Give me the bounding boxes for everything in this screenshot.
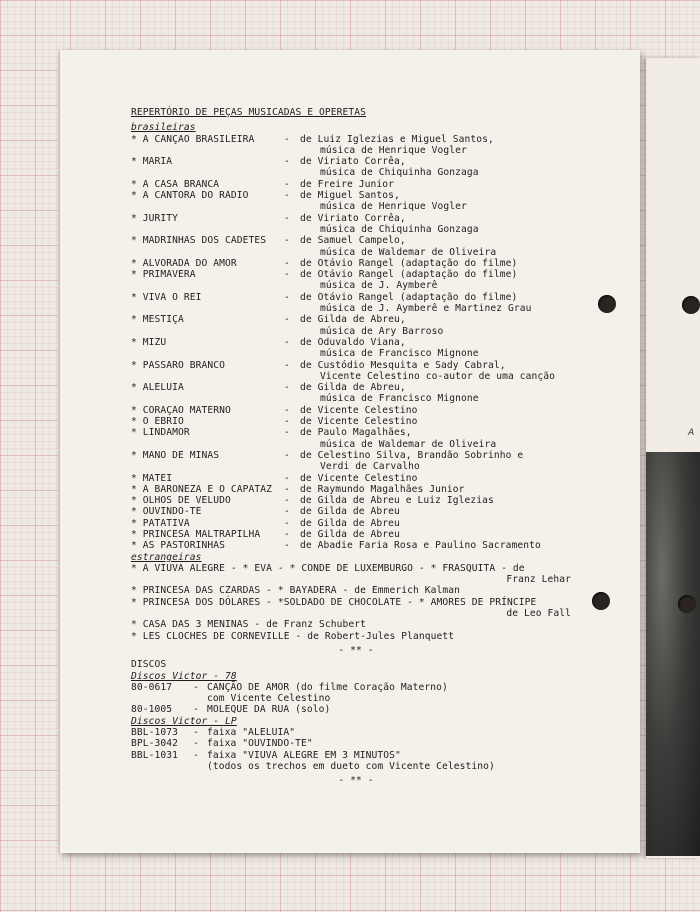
foreign-composer: de Leo Fall	[506, 608, 571, 620]
entry-dash: -	[284, 528, 290, 540]
entry-dash: -	[284, 269, 290, 281]
play-entry	[131, 213, 581, 224]
play-title: * AS PASTORINHAS	[131, 540, 226, 552]
play-credit: de Celestino Silva, Brandão Sobrinho e	[300, 449, 524, 461]
play-title: * JURITY	[131, 212, 179, 224]
play-credit-continuation: música de Waldemar de Oliveira	[320, 438, 497, 450]
entry-dash: -	[193, 681, 199, 693]
play-entry	[131, 360, 581, 371]
play-entry	[131, 450, 581, 461]
discos-victor-lp-heading: Discos Victor - LP	[131, 715, 237, 727]
discos-heading: DISCOS	[131, 659, 167, 671]
play-credit-continuation: música de Francisco Mignone	[320, 348, 479, 360]
play-credit: de Otávio Rangel (adaptação do filme)	[300, 257, 518, 269]
foreign-operetta-line: * CASA DAS 3 MENINAS - de Franz Schubert	[131, 619, 367, 631]
entry-dash: -	[284, 178, 290, 190]
section-heading-brasileiras: brasileiras	[131, 122, 196, 134]
play-title: * OUVINDO-TE	[131, 506, 202, 518]
play-title: * OLHOS DE VELUDO	[131, 495, 231, 507]
foreign-composer: Franz Lehar	[506, 574, 571, 586]
play-title: * PATATIVA	[131, 517, 190, 529]
play-entry	[131, 518, 581, 529]
entry-dash: -	[284, 156, 290, 168]
entry-dash: -	[284, 359, 290, 371]
play-entry	[131, 292, 581, 303]
disc-entry	[131, 750, 581, 761]
entry-dash: -	[284, 404, 290, 416]
play-credit-continuation: música de J. Aymberê e Martinez Grau	[320, 303, 532, 315]
entry-dash: -	[193, 749, 199, 761]
play-credit-continuation: música de Chiquinha Gonzaga	[320, 223, 479, 235]
play-credit-continuation: música de Ary Barroso	[320, 325, 444, 337]
play-credit-continuation: música de J. Aymberê	[320, 280, 438, 292]
disc-number: BBL-1031	[131, 749, 179, 761]
play-title: * CORAÇÃO MATERNO	[131, 404, 231, 416]
play-entry	[131, 495, 581, 506]
typed-text-block	[131, 107, 581, 790]
play-title: * MATEI	[131, 472, 173, 484]
adjacent-page-photo	[646, 452, 700, 856]
foreign-operetta-line: * PRINCESA DAS CZARDAS - * BAYADERA - de Emmerich Kalman	[131, 585, 461, 597]
play-credit: de Miguel Santos,	[300, 190, 400, 202]
play-entry	[131, 337, 581, 348]
play-entry	[131, 179, 581, 190]
play-entry	[131, 156, 581, 167]
entry-dash: -	[284, 257, 290, 269]
play-entry	[131, 540, 581, 551]
disc-entry	[131, 704, 581, 715]
disc-number: 80-1005	[131, 704, 173, 716]
play-credit: de Otávio Rangel (adaptação do filme)	[300, 291, 518, 303]
play-entry	[131, 235, 581, 246]
play-entry	[131, 258, 581, 269]
disc-note: (todos os trechos em dueto com Vicente Celestino)	[207, 760, 495, 772]
play-entry	[131, 314, 581, 325]
entry-dash: -	[284, 314, 290, 326]
play-entry	[131, 382, 581, 393]
play-credit: de Gilda de Abreu,	[300, 314, 406, 326]
play-credit: de Otávio Rangel (adaptação do filme)	[300, 269, 518, 281]
entry-dash: -	[284, 190, 290, 202]
play-title: * LINDAMOR	[131, 427, 190, 439]
entry-dash: -	[284, 540, 290, 552]
estrangeiras-list	[131, 563, 581, 642]
play-title: * PASSARO BRANCO	[131, 359, 226, 371]
entry-dash: -	[284, 483, 290, 495]
document-title: REPERTÓRIO DE PEÇAS MUSICADAS E OPERETAS	[131, 107, 367, 118]
brasileiras-list	[131, 134, 581, 552]
entry-dash: -	[284, 416, 290, 428]
play-credit: de Vicente Celestino	[300, 416, 418, 428]
entry-dash: -	[284, 517, 290, 529]
entry-dash: -	[284, 382, 290, 394]
disc-number: BPL-3042	[131, 738, 179, 750]
disc-title: faixa "OUVINDO-TE"	[207, 738, 313, 750]
entry-dash: -	[284, 212, 290, 224]
play-credit: de Gilda de Abreu	[300, 528, 400, 540]
entry-dash: -	[193, 738, 199, 750]
disc-entry	[131, 738, 581, 749]
play-title: * VIVA O REI	[131, 291, 202, 303]
play-credit: de Viriato Corrêa,	[300, 212, 406, 224]
disc-entry	[131, 682, 581, 693]
disc-title: faixa "ALELUIA"	[207, 727, 296, 739]
entry-dash: -	[284, 495, 290, 507]
disc-title: CANÇÃO DE AMOR (do filme Coração Materno)	[207, 681, 448, 693]
play-title: * PRIMAVERA	[131, 269, 196, 281]
adjacent-page-letter: A	[688, 428, 695, 438]
play-title: * ALVORADA DO AMOR	[131, 257, 237, 269]
punch-hole	[598, 295, 616, 313]
entry-dash: -	[284, 472, 290, 484]
disc-title: faixa "VIUVA ALEGRE EM 3 MINUTOS"	[207, 749, 401, 761]
play-credit: de Abadie Faria Rosa e Paulino Sacramento	[300, 540, 541, 552]
play-entry	[131, 484, 581, 495]
discos-victor-lp-list	[131, 727, 581, 772]
play-credit-continuation: Vicente Celestino co-autor de uma canção	[320, 370, 556, 382]
play-title: * MIZÚ	[131, 336, 167, 348]
entry-dash: -	[193, 704, 199, 716]
play-title: * A BARONEZA E O CAPATAZ	[131, 483, 273, 495]
entry-dash: -	[284, 235, 290, 247]
play-credit: de Gilda de Abreu	[300, 506, 400, 518]
separator: - ** -	[338, 775, 374, 787]
play-credit-continuation: música de Henrique Vogler	[320, 144, 467, 156]
play-entry	[131, 405, 581, 416]
entry-dash: -	[284, 506, 290, 518]
play-credit: de Luiz Iglezias e Miguel Santos,	[300, 133, 494, 145]
play-title: * MARIA	[131, 156, 173, 168]
play-entry	[131, 529, 581, 540]
play-entry	[131, 506, 581, 517]
entry-dash: -	[284, 291, 290, 303]
entry-dash: -	[284, 336, 290, 348]
play-title: * ALELUIA	[131, 382, 184, 394]
punch-hole	[682, 296, 700, 314]
play-credit: de Custódio Mesquita e Sady Cabral,	[300, 359, 506, 371]
foreign-operetta-line: * LES CLOCHES DE CORNEVILLE - de Robert-Jules Planquett	[131, 630, 455, 642]
play-credit: de Vicente Celestino	[300, 404, 418, 416]
play-credit: de Vicente Celestino	[300, 472, 418, 484]
separator: - ** -	[338, 644, 374, 656]
play-credit-continuation: música de Waldemar de Oliveira	[320, 246, 497, 258]
play-credit: de Raymundo Magalhães Junior	[300, 483, 465, 495]
disc-number: 80-0617	[131, 681, 173, 693]
play-credit: de Paulo Magalhães,	[300, 427, 412, 439]
play-credit: de Samuel Campelo,	[300, 235, 406, 247]
play-title: * A CANÇÃO BRASILEIRA	[131, 133, 255, 145]
foreign-operetta-line: * A VIUVA ALEGRE - * EVA - * CONDE DE LUXEMBURGO - * FRASQUITA - de	[131, 562, 525, 574]
play-credit: de Gilda de Abreu	[300, 517, 400, 529]
entry-dash: -	[284, 133, 290, 145]
play-credit-continuation: música de Francisco Mignone	[320, 393, 479, 405]
play-entry	[131, 134, 581, 145]
play-entry	[131, 427, 581, 438]
play-credit: de Gilda de Abreu,	[300, 382, 406, 394]
entry-dash: -	[193, 727, 199, 739]
play-entry	[131, 190, 581, 201]
discos-victor-78-list	[131, 682, 581, 716]
play-title: * A CASA BRANCA	[131, 178, 220, 190]
play-credit: de Viriato Corrêa,	[300, 156, 406, 168]
play-title: * PRINCESA MALTRAPILHA	[131, 528, 261, 540]
disc-note: com Vicente Celestino	[207, 693, 331, 705]
entry-dash: -	[284, 427, 290, 439]
play-credit: de Freire Junior	[300, 178, 395, 190]
entry-dash: -	[284, 449, 290, 461]
play-credit: de Gilda de Abreu e Luiz Iglezias	[300, 495, 494, 507]
play-credit-continuation: música de Chiquinha Gonzaga	[320, 167, 479, 179]
section-heading-estrangeiras: estrangeiras	[131, 551, 202, 563]
disc-title: MOLEQUE DA RUA (solo)	[207, 704, 331, 716]
play-credit: de Oduvaldo Viana,	[300, 336, 406, 348]
play-entry	[131, 473, 581, 484]
disc-number: BBL-1073	[131, 727, 179, 739]
foreign-operetta-line: * PRINCESA DOS DÓLARES - *SOLDADO DE CHOCOLATE - * AMORES DE PRÍNCIPE	[131, 596, 537, 608]
play-title: * MESTIÇA	[131, 314, 184, 326]
play-entry	[131, 416, 581, 427]
play-title: * A CANTORA DO RÁDIO	[131, 190, 249, 202]
discos-victor-78-heading: Discos Victor - 78	[131, 670, 237, 682]
play-entry	[131, 269, 581, 280]
play-credit-continuation: Verdi de Carvalho	[320, 461, 420, 473]
punch-hole	[592, 592, 610, 610]
disc-entry	[131, 727, 581, 738]
play-credit-continuation: música de Henrique Vogler	[320, 201, 467, 213]
punch-hole	[678, 595, 696, 613]
play-title: * MANO DE MINAS	[131, 449, 220, 461]
play-title: * O ÉBRIO	[131, 416, 184, 428]
play-title: * MADRINHAS DOS CADETES	[131, 235, 267, 247]
